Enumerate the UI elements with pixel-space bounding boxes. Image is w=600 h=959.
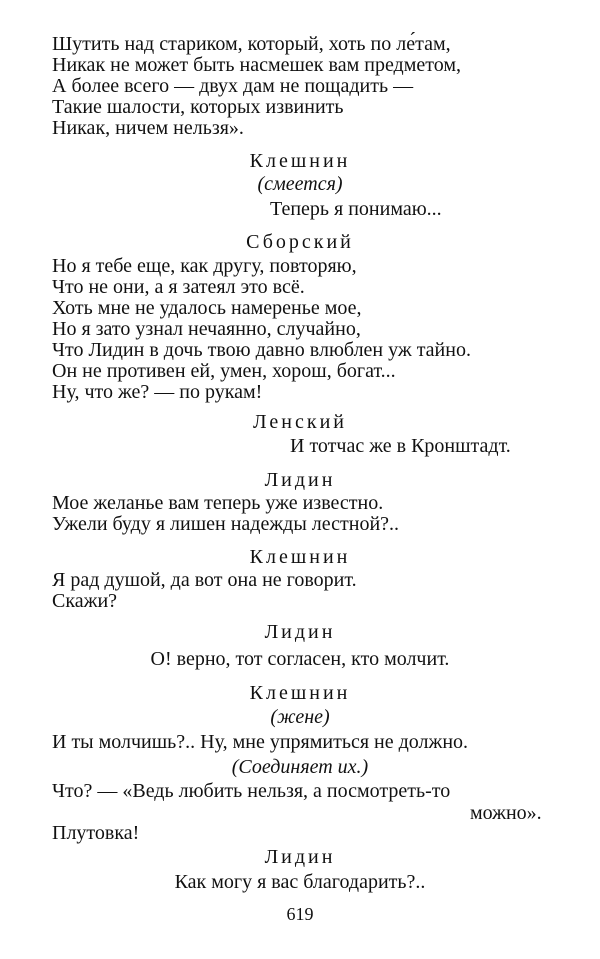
- verse-line: Шутить над стариком, который, хоть по ле́там,: [52, 33, 451, 55]
- dialogue-line: Плутовка!: [52, 822, 140, 844]
- verse-line: Ну, что же? — по рукам!: [52, 381, 263, 403]
- verse-line: Но я тебе еще, как другу, повторяю,: [52, 255, 357, 277]
- verse-line: Но я зато узнал нечаянно, случайно,: [52, 318, 361, 340]
- verse-line: Ужели буду я лишен надежды лестной?..: [52, 513, 400, 535]
- stage-direction: (Соединяет их.): [231, 756, 369, 778]
- speaker-lensky: Ленский: [252, 411, 347, 433]
- dialogue-line-continuation: можно».: [470, 802, 542, 824]
- stage-direction: (смеется): [257, 173, 343, 195]
- dialogue-line: И ты молчишь?.. Ну, мне упрямиться не должно.: [52, 731, 469, 753]
- lidin-verse: [52, 493, 552, 535]
- speaker-sborsky: Сборский: [246, 231, 354, 253]
- dialogue-line: О! верно, тот согласен, кто молчит.: [150, 648, 450, 670]
- dialogue-line: Что? — «Ведь любить нельзя, а посмотреть-то: [52, 780, 451, 802]
- stage-direction: (жене): [270, 706, 330, 728]
- verse-line: Такие шалости, которых извинить: [52, 96, 344, 118]
- speaker-lidin: Лидин: [264, 469, 336, 491]
- dialogue-line: Теперь я понимаю...: [270, 198, 442, 220]
- verse-line: А более всего — двух дам не пощадить —: [52, 75, 414, 97]
- verse-line: Скажи?: [52, 590, 118, 612]
- page-number: 619: [286, 904, 314, 924]
- verse-line: Я рад душой, да вот она не говорит.: [52, 569, 357, 591]
- speaker-lidin: Лидин: [264, 846, 336, 868]
- verse-line: Никак, ничем нельзя».: [52, 117, 244, 139]
- speaker-lidin: Лидин: [264, 621, 336, 643]
- verse-line: Никак не может быть насмешек вам предметом,: [52, 54, 462, 76]
- speaker-kleshnin: Клешнин: [249, 682, 351, 704]
- verse-line: Что не они, а я затеял это всё.: [52, 276, 305, 298]
- verse-line: Он не противен ей, умен, хорош, богат...: [52, 360, 396, 382]
- verse-line: Что Лидин в дочь твою давно влюблен уж тайно.: [52, 339, 471, 361]
- opening-verse: [52, 34, 552, 139]
- sborsky-verse: [52, 256, 552, 403]
- kleshnin-verse: [52, 570, 552, 612]
- dialogue-line: Как могу я вас благодарить?..: [174, 871, 426, 893]
- verse-line: Мое желанье вам теперь уже известно.: [52, 492, 384, 514]
- dialogue-line: И тотчас же в Кронштадт.: [290, 435, 511, 457]
- speaker-kleshnin: Клешнин: [249, 150, 351, 172]
- verse-line: Хоть мне не удалось намеренье мое,: [52, 297, 362, 319]
- speaker-kleshnin: Клешнин: [249, 546, 351, 568]
